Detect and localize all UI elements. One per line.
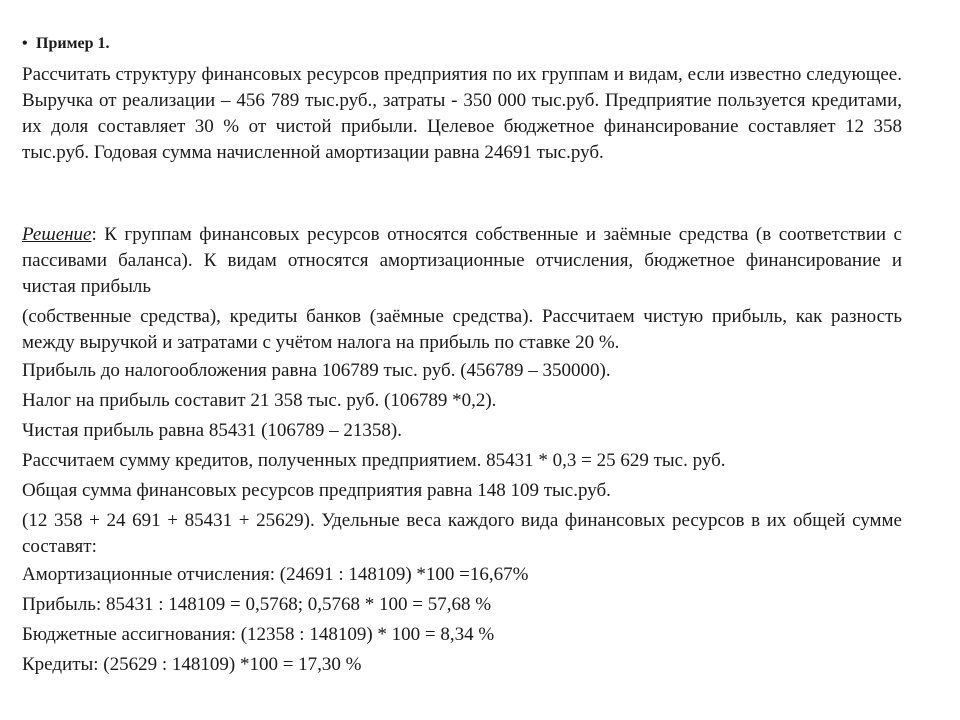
solution-continuation: (собственные средства), кредиты банков (заёмные средства). Рассчитаем чистую прибыль, как разность между выручкой и затратами с учётом налога на прибыль по ставке 20 %.	[22, 306, 902, 353]
calc-line-tax: Налог на прибыль составит 21 358 тыс. руб. (106789 *0,2).	[22, 390, 497, 411]
example-heading	[22, 34, 109, 54]
solution-intro-text: : К группам финансовых ресурсов относятся собственные и заёмные средства (в соответствии с пассивами баланса). К видам относятся амортизационные отчисления, бюджетное финансирование и чистая прибыль	[22, 224, 902, 297]
calc-line-credits: Рассчитаем сумму кредитов, полученных предприятием. 85431 * 0,3 = 25 629 тыс. руб.	[22, 450, 726, 471]
bullet-icon: •	[22, 35, 28, 52]
problem-statement: Рассчитать структуру финансовых ресурсов предприятия по их группам и видам, если известно следующее. Выручка от реализации – 456 789 тыс.руб., затраты - 350 000 тыс.руб. Предприятие пользуется кредитами, их доля составляет 30 % от чистой прибыли. Целевое бюджетное финансирование составляет 12 358 тыс.руб. Годовая сумма начисленной амортизации равна 24691 тыс.руб.	[22, 64, 902, 163]
share-line-amortization: Амортизационные отчисления: (24691 : 148109) *100 =16,67%	[22, 564, 529, 585]
calc-line-total: Общая сумма финансовых ресурсов предприятия равна 148 109 тыс.руб.	[22, 480, 611, 501]
calc-line-net-profit: Чистая прибыль равна 85431 (106789 – 21358).	[22, 420, 402, 441]
solution-intro	[22, 222, 902, 300]
solution-label: Решение	[22, 224, 92, 245]
share-line-credits: Кредиты: (25629 : 148109) *100 = 17,30 %	[22, 654, 362, 675]
calc-line-profit-before-tax: Прибыль до налогообложения равна 106789 тыс. руб. (456789 – 350000).	[22, 360, 611, 381]
sum-paragraph: (12 358 + 24 691 + 85431 + 25629). Удельные веса каждого вида финансовых ресурсов в их общей сумме составят:	[22, 510, 902, 557]
share-line-profit: Прибыль: 85431 : 148109 = 0,5768; 0,5768 * 100 = 57,68 %	[22, 594, 492, 615]
example-title: Пример 1.	[36, 35, 110, 52]
share-line-budget: Бюджетные ассигнования: (12358 : 148109) * 100 = 8,34 %	[22, 624, 495, 645]
